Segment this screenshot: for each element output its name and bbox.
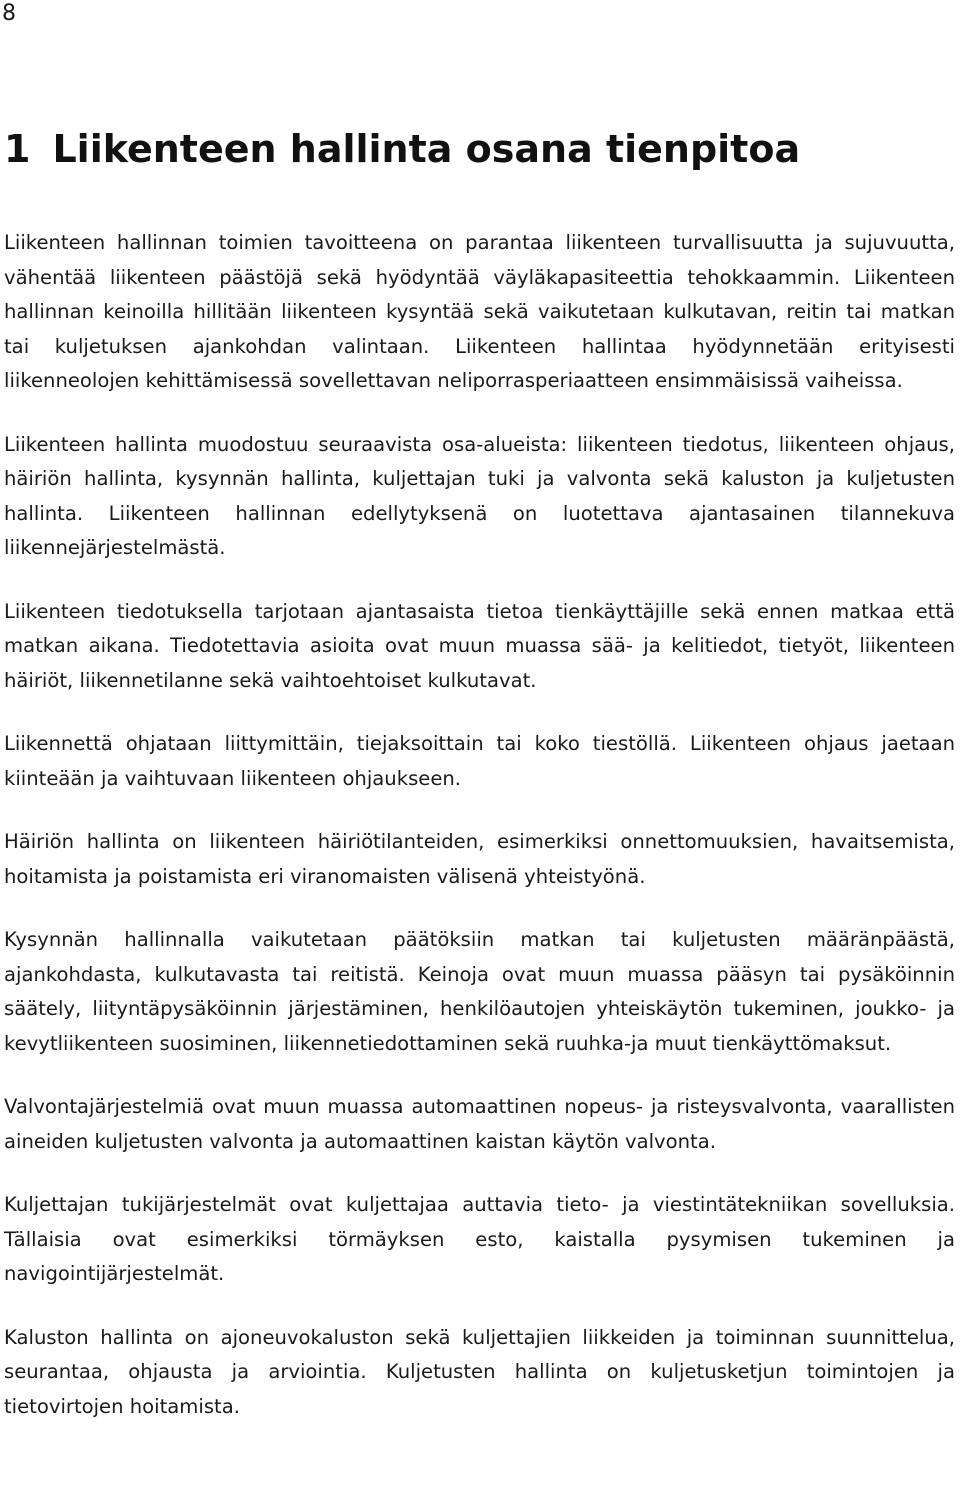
paragraph-traffic-information: Liikenteen tiedotuksella tarjotaan ajantasaista tietoa tienkäyttäjille sekä ennen matkaa että matkan aikana. Tiedotettavia asioita ovat muun muassa sää- ja kelitiedot, tietyöt, liikenteen häiriöt, liikennetilanne sekä vaihtoehtoiset kulkutavat. — [4, 599, 955, 692]
paragraph-driver-support: Kuljettajan tukijärjestelmät ovat kuljettajaa auttavia tieto- ja viestintätekniikan sovelluksia. Tällaisia ovat esimerkiksi törmäyksen esto, kaistalla pysymisen tukeminen ja navigointijärjestelmät. — [4, 1193, 955, 1285]
paragraph-fleet-management: Kaluston hallinta on ajoneuvokaluston sekä kuljettajien liikkeiden ja toiminnan suunnittelua, seurantaa, ohjausta ja arviointia. Kuljetusten hallinta on kuljetusketjun toimintojen ja tietovirtojen hoitamista. — [4, 1325, 955, 1418]
chapter-number: 1 — [4, 127, 31, 171]
paragraph-demand-management: Kysynnän hallinnalla vaikutetaan päätöksiin matkan tai kuljetusten määränpäästä, ajankohdasta, kulkutavasta tai reitistä. Keinoja ovat muun muassa pääsyn tai pysäköinnin säätely, liityntäpysäköinnin järjestäminen, henkilöautojen yhteiskäytön tukeminen, joukko- ja kevytliikenteen suosiminen, liikennetiedottaminen sekä ruuhka-ja muut tienkäyttömaksut. — [4, 928, 955, 1055]
chapter-title: Liikenteen hallinta osana tienpitoa — [52, 127, 801, 171]
paragraph-enforcement-systems: Valvontajärjestelmiä ovat muun muassa automaattinen nopeus- ja risteysvalvonta, vaarallisten aineiden kuljetusten valvonta ja automaattinen kaistan käytön valvonta. — [4, 1095, 955, 1153]
page-number: 8 — [2, 1, 16, 26]
body-text — [4, 226, 955, 1424]
chapter-heading — [4, 124, 954, 174]
paragraph-incident-management: Häiriön hallinta on liikenteen häiriötilanteiden, esimerkiksi onnettomuuksien, havaitsemista, hoitamista ja poistamista eri viranomaisten välisenä yhteistyönä. — [4, 830, 955, 888]
paragraph-goals: Liikenteen hallinnan toimien tavoitteena on parantaa liikenteen turvallisuutta ja sujuvuutta, vähentää liikenteen päästöjä sekä hyödyntää väyläkapasiteettia tehokkaammin. Liikenteen hallinnan keinoilla hillitään liikenteen kysyntää sekä vaikutetaan kulkutavan, reitin tai matkan tai kuljetuksen ajankohdan valintaan. Liikenteen hallintaa hyödynnetään erityisesti liikenneolojen kehittämisessä sovellettavan neliporrasperiaatteen ensimmäisissä vaiheissa. — [4, 231, 955, 392]
paragraph-components: Liikenteen hallinta muodostuu seuraavista osa-alueista: liikenteen tiedotus, liikenteen ohjaus, häiriön hallinta, kysynnän hallinta, kuljettajan tuki ja valvonta sekä kaluston ja kuljetusten hallinta. Liikenteen hallinnan edellytyksenä on luotettava ajantasainen tilannekuva liikennejärjestelmästä. — [4, 432, 955, 559]
paragraph-traffic-control: Liikennettä ohjataan liittymittäin, tiejaksoittain tai koko tiestöllä. Liikenteen ohjaus jaetaan kiinteään ja vaihtuvaan liikenteen ohjaukseen. — [4, 732, 955, 790]
